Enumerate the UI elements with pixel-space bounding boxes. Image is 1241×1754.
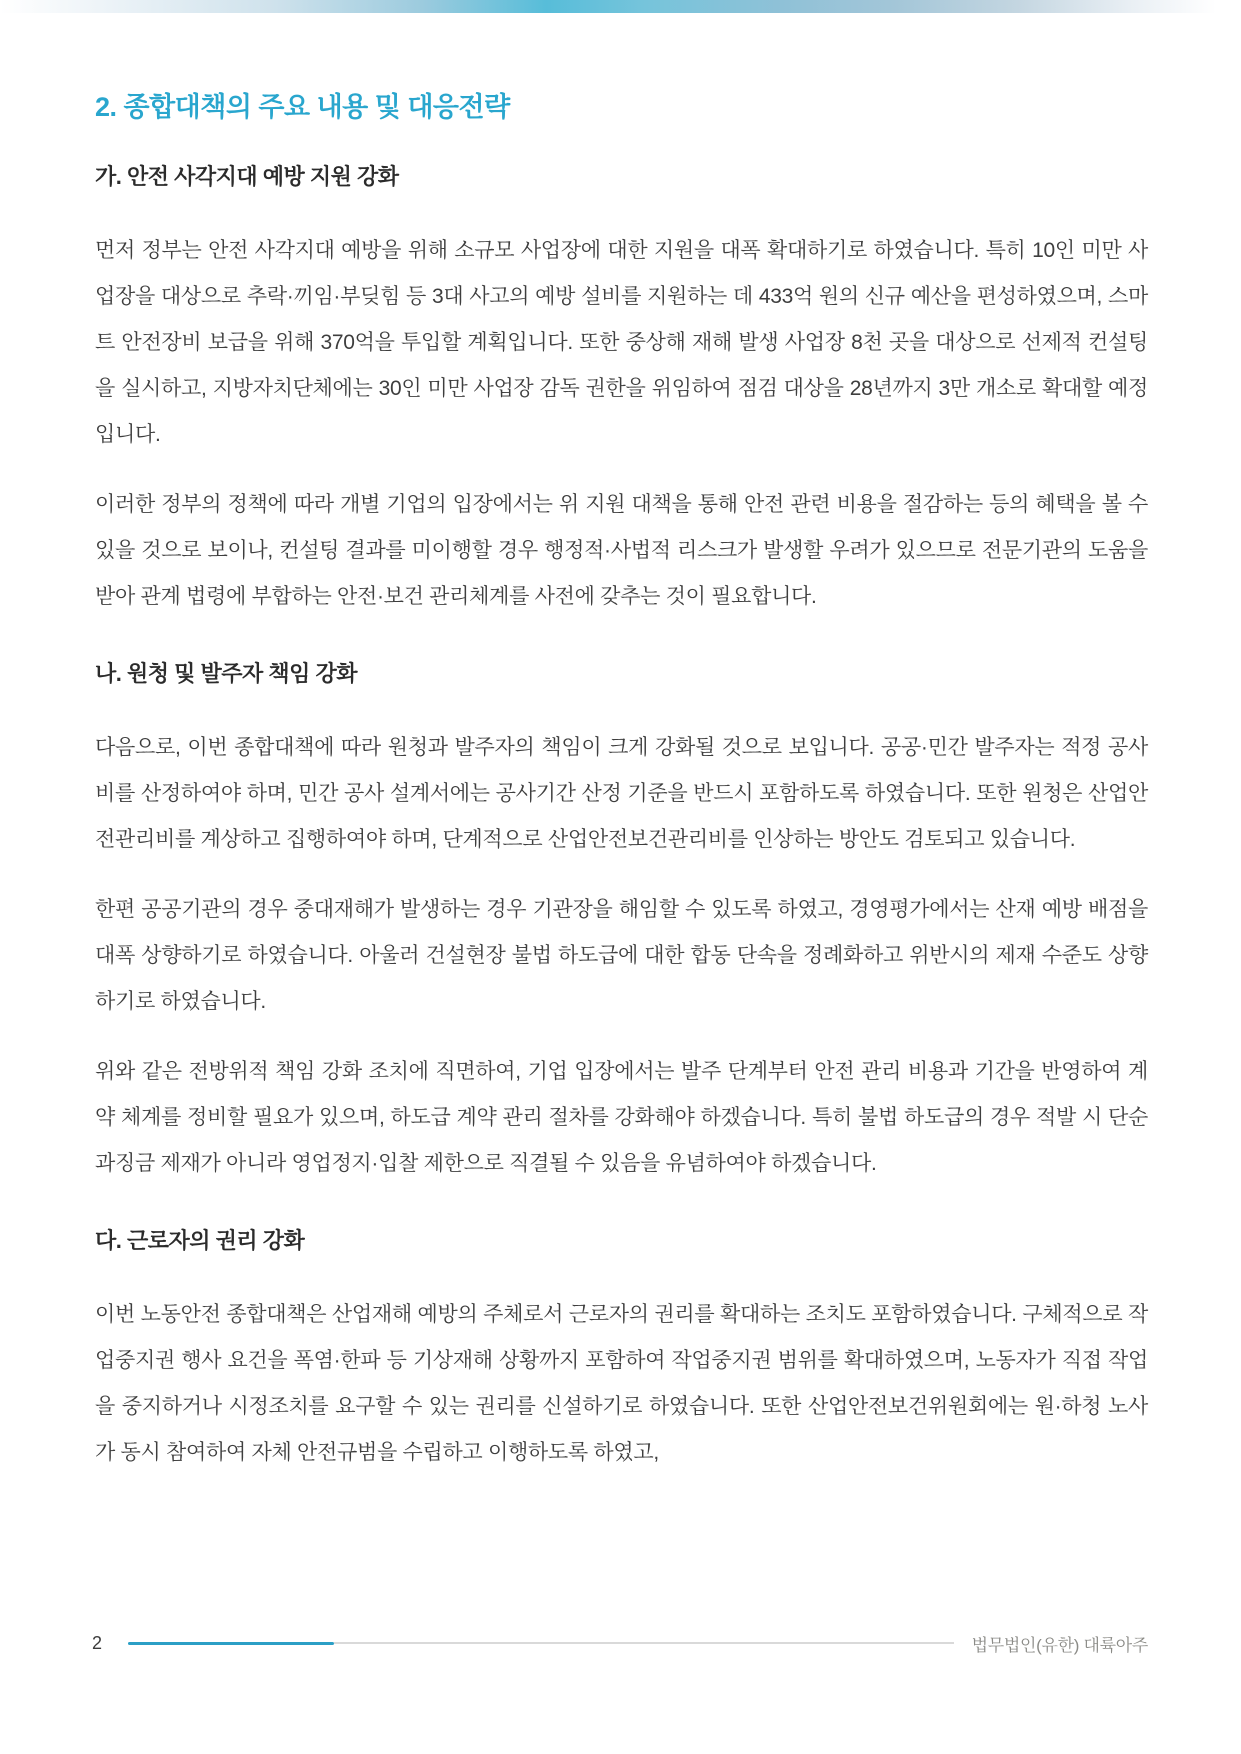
paragraph: 이번 노동안전 종합대책은 산업재해 예방의 주체로서 근로자의 권리를 확대하는 조치도 포함하였습니다. 구체적으로 작업중지권 행사 요건을 폭염·한파 등 기상재해 상황까지 포함하여 작업중지권 범위를 확대하였으며, 노동자가 직접 작업을 중지하거나 시정조치를 요구할 수 있는 권리를 신설하기로 하였습니다. 또한 산업안전보건위원회에는 원·하청 노사가 동시 참여하여 자체 안전규범을 수립하고 이행하도록 하였고, [95,1303,1148,1464]
paragraph: 먼저 정부는 안전 사각지대 예방을 위해 소규모 사업장에 대한 지원을 대폭 확대하기로 하였습니다. 특히 10인 미만 사업장을 대상으로 추락·끼임·부딪힘 등 3대 사고의 예방 설비를 지원하는 데 433억 원의 신규 예산을 편성하였으며, 스마트 안전장비 보급을 위해 370억을 투입할 계획입니다. 또한 중상해 재해 발생 사업장 8천 곳을 대상으로 선제적 컨설팅을 실시하고, 지방자치단체에는 30인 미만 사업장 감독 권한을 위임하여 점검 대상을 28년까지 3만 개소로 확대할 예정입니다. [95,239,1148,446]
page-content [0,91,1241,1476]
section-heading-na: 나. 원청 및 발주자 책임 강화 [95,661,357,686]
footer-firm-name: 법무법인(유한) 대륙아주 [971,1635,1148,1655]
page-title: 2. 종합대책의 주요 내용 및 대응전략 [95,92,510,122]
footer-divider [128,1642,954,1645]
section-heading-ga: 가. 안전 사각지대 예방 지원 강화 [95,164,399,189]
paragraph: 이러한 정부의 정책에 따라 개별 기업의 입장에서는 위 지원 대책을 통해 안전 관련 비용을 절감하는 등의 혜택을 볼 수 있을 것으로 보이나, 컨설팅 결과를 미이행할 경우 행정적·사법적 리스크가 발생할 우려가 있으므로 전문기관의 도움을 받아 관계 법령에 부합하는 안전·보건 관리체계를 사전에 갖추는 것이 필요합니다. [95,493,1148,608]
top-gradient-bar [0,0,1241,13]
page-footer [0,1628,1241,1658]
section-contractor-responsibility [95,660,1148,1187]
page-number: 2 [92,1632,103,1653]
paragraph: 한편 공공기관의 경우 중대재해가 발생하는 경우 기관장을 해임할 수 있도록 하였고, 경영평가에서는 산재 예방 배점을 대폭 상향하기로 하였습니다. 아울러 건설현장 불법 하도급에 대한 합동 단속을 정례화하고 위반시의 제재 수준도 상향하기로 하였습니다. [95,898,1148,1013]
footer-divider-accent-segment [128,1642,334,1645]
paragraph: 위와 같은 전방위적 책임 강화 조치에 직면하여, 기업 입장에서는 발주 단계부터 안전 관리 비용과 기간을 반영하여 계약 체계를 정비할 필요가 있으며, 하도급 계약 관리 절차를 강화해야 하겠습니다. 특히 불법 하도급의 경우 적발 시 단순 과징금 제재가 아니라 영업정지·입찰 제한으로 직결될 수 있음을 유념하여야 하겠습니다. [95,1060,1148,1175]
footer-divider-gray-segment [334,1642,953,1644]
paragraph: 다음으로, 이번 종합대책에 따라 원청과 발주자의 책임이 크게 강화될 것으로 보입니다. 공공·민간 발주자는 적정 공사비를 산정하여야 하며, 민간 공사 설계서에는 공사기간 산정 기준을 반드시 포함하도록 하였습니다. 또한 원청은 산업안전관리비를 계상하고 집행하여야 하며, 단계적으로 산업안전보건관리비를 인상하는 방안도 검토되고 있습니다. [95,736,1148,851]
section-safety-blindspot [95,163,1148,620]
section-worker-rights [95,1227,1148,1476]
section-heading-da: 다. 근로자의 권리 강화 [95,1228,305,1253]
